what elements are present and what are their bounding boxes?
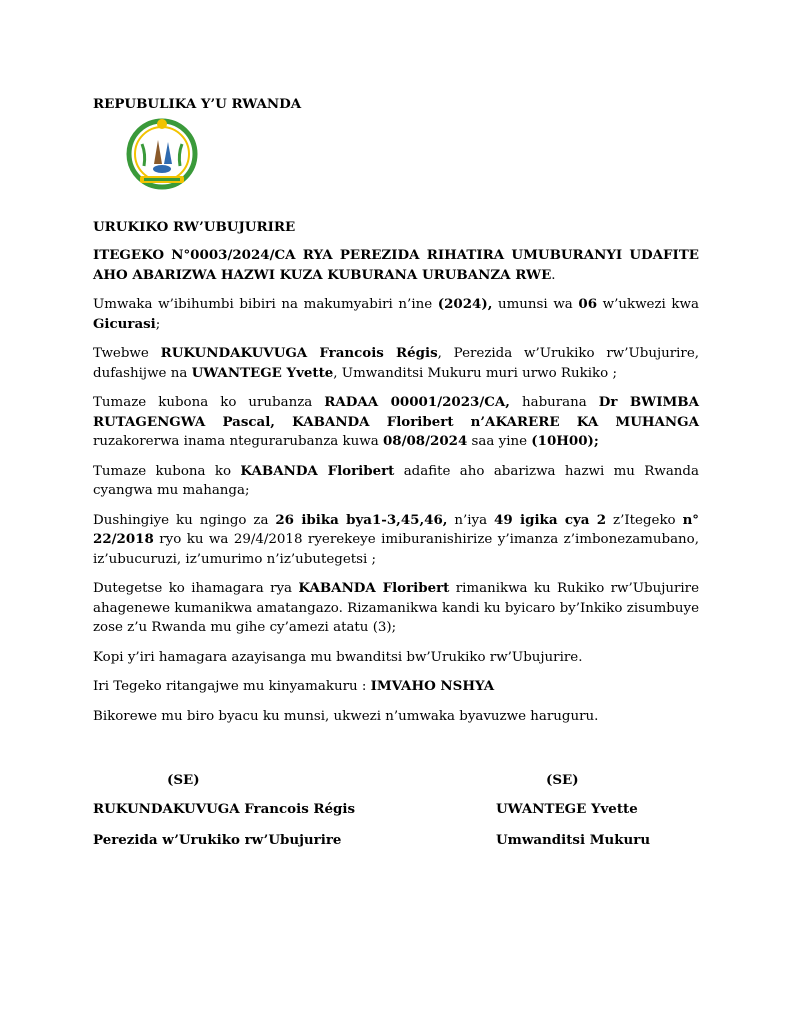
newspaper-name: IMVAHO NSHYA [370,678,495,694]
day: 06 [578,296,598,312]
text: , Umwanditsi Mukuru muri urwo Rukiko ; [333,365,617,381]
clerk-name: UWANTEGE Yvette [191,364,334,381]
president-signature-role: Perezida w’Urukiko rw’Ubujurire [93,832,342,848]
clerk-signature-role: Umwanditsi Mukuru [496,832,651,848]
text: Dutegetse ko ihamagara rya [93,581,299,596]
text: ryo ku wa 29/4/2018 ryerekeye imiburanishirize y’imanza z’imbonezamubano, iz’ubucuruzi, iz’umurimo n’iz’ubutegetsi ; [93,532,699,567]
text: haburana [509,395,599,410]
paragraph-legal-basis [93,511,699,570]
paragraph-officials [93,344,699,383]
text: Tumaze kubona ko [93,463,241,479]
text: Twebwe [93,346,161,361]
text: adafite aho abarizwa hazwi mu Rwanda cyangwa mu mahanga; [93,463,699,498]
articles: 26 ibika bya1-3,45,46, [275,511,448,528]
text: ruzakorerwa inama ntegurarubanza kuwa [93,434,383,449]
text: umunsi wa [492,297,579,312]
text: rimanikwa ku Rukiko rw’Ubujurire ahagenewe kumanikwa amatangazo. Rizamanikwa kandi ku byicaro by’Inkiko zisumbuye zose z’u Rwanda mu gihe cy’amezi atatu (3); [93,581,699,635]
text: ; [155,316,161,332]
hearing-date: 08/08/2024 [382,433,468,449]
text: Dushingiye ku ngingo za [93,512,276,528]
text: , Perezida w’Urukiko rw’Ubujurire, dufashijwe na [93,346,700,381]
hearing-time: (10H00); [531,433,599,449]
president-name: RUKUNDAKUVUGA Francois Régis [160,345,438,361]
paragraph-date [93,295,699,334]
parties: Dr BWIMBA RUTAGENGWA Pascal, KABANDA Floribert n’AKARERE KA MUHANGA [93,394,699,430]
clerk-signature-name: UWANTEGE Yvette [496,801,638,817]
paragraph-order [93,579,699,638]
text: n’iya [447,512,495,528]
article-49: 49 igika cya 2 [494,511,607,528]
paragraph-publication [93,677,699,697]
decree-title-text: ITEGEKO N°0003/2024/CA RYA PEREZIDA RIHATIRA UMUBURANYI UDAFITE AHO ABARIZWA HAZWI KUZA KUBURANA URUBANZA RWE [93,247,699,283]
text: Iri Tegeko ritangajwe mu kinyamakuru : [93,679,371,694]
law-number: n° 22/2018 [93,511,699,547]
party-name: KABANDA Floribert [298,580,450,596]
president-signature-name: RUKUNDAKUVUGA Francois Régis [93,801,356,817]
paragraph-absent [93,462,699,501]
text: saa yine [467,434,532,449]
case-number: RADAA 00001/2023/CA, [324,394,510,410]
month: Gicurasi [93,315,156,332]
left-se-mark: (SE) [167,772,200,788]
party-name: KABANDA Floribert [240,462,395,479]
text: z’Itegeko [606,512,683,528]
court-heading: URUKIKO RW’UBUJURIRE [93,218,296,235]
paragraph-copy: Kopi y’iri hamagara azayisanga mu bwanditsi bw’Urukiko rw’Ubujurire. [93,649,583,665]
text: w’ukwezi kwa [597,297,699,312]
decree-title: ITEGEKO N°0003/2024/CA RYA PEREZIDA RIHATIRA UMUBURANYI UDAFITE AHO ABARIZWA HAZWI KUZA KUBURANA URUBANZA RWE. [93,247,699,283]
text: Tumaze kubona ko urubanza [93,395,325,410]
republic-heading: REPUBULIKA Y’U RWANDA [93,96,302,112]
paragraph-closing: Bikorewe mu biro byacu ku munsi, ukwezi n’umwaka byavuzwe haruguru. [93,708,599,724]
right-se-mark: (SE) [546,772,579,788]
text: Umwaka w’ibihumbi bibiri na makumyabiri n’ine [93,297,438,312]
paragraph-case [93,393,699,452]
coat-of-arms-icon [124,114,200,194]
year: (2024), [437,296,493,312]
